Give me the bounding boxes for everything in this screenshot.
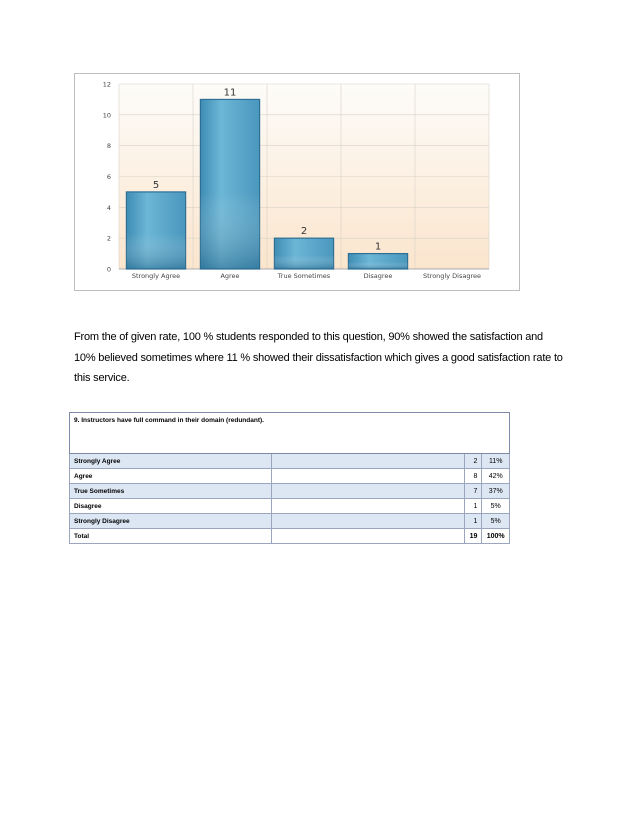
x-category-label: Agree [220, 272, 240, 280]
description-paragraph [74, 327, 563, 389]
survey-results-table [69, 412, 510, 544]
table-row [70, 484, 510, 499]
row-bar-cell [272, 499, 465, 514]
bar-value-label: 1 [374, 241, 382, 253]
y-tick-label: 10 [102, 111, 111, 120]
row-percent: 42% [482, 469, 510, 484]
paragraph-line: this service. [74, 372, 130, 384]
row-count: 8 [465, 469, 482, 484]
row-label: Strongly Agree [70, 454, 272, 469]
row-bar-cell [272, 484, 465, 499]
x-category-label: True Sometimes [277, 272, 331, 280]
bar-value-label: 11 [223, 87, 237, 99]
y-tick-label: 8 [106, 142, 111, 151]
bar-chart [74, 73, 520, 291]
row-count: 1 [465, 499, 482, 514]
row-bar-cell [272, 469, 465, 484]
x-category-label: Strongly Disagree [423, 272, 481, 280]
total-bar-cell [272, 529, 465, 544]
bar-shading [200, 99, 259, 269]
row-bar-cell [272, 454, 465, 469]
row-count: 7 [465, 484, 482, 499]
row-label: Disagree [70, 499, 272, 514]
total-label: Total [70, 529, 272, 544]
table-total-row [70, 529, 510, 544]
table-row [70, 514, 510, 529]
y-tick-label: 2 [106, 234, 111, 243]
total-count: 19 [465, 529, 482, 544]
table-row [70, 469, 510, 484]
x-category-label: Strongly Agree [131, 272, 181, 280]
total-percent: 100% [482, 529, 510, 544]
row-label: Agree [70, 469, 272, 484]
paragraph-line: From the of given rate, 100 % students responded to this question, 90% showed the satisfaction and [74, 331, 543, 343]
y-tick-label: 12 [102, 80, 111, 89]
row-count: 2 [465, 454, 482, 469]
row-percent: 5% [482, 514, 510, 529]
row-label: True Sometimes [70, 484, 272, 499]
bar-value-label: 5 [152, 179, 160, 191]
bar-value-label: 2 [300, 226, 308, 238]
bar-shading [126, 192, 185, 269]
bar-chart-svg [75, 74, 519, 290]
row-percent: 5% [482, 499, 510, 514]
bar-shading [348, 254, 407, 269]
y-tick-label: 4 [106, 203, 111, 212]
question-title: 9. Instructors have full command in their domain (redundant). [70, 413, 510, 454]
row-label: Strongly Disagree [70, 514, 272, 529]
y-tick-label: 6 [106, 173, 111, 181]
row-percent: 37% [482, 484, 510, 499]
x-category-label: Disagree [363, 272, 393, 280]
row-percent: 11% [482, 454, 510, 469]
paragraph-line: 10% believed sometimes where 11 % showed their dissatisfaction which gives a good satisfaction rate to [74, 351, 563, 364]
row-count: 1 [465, 514, 482, 529]
table-row [70, 454, 510, 469]
table-row [70, 499, 510, 514]
y-tick-label: 0 [106, 265, 111, 274]
row-bar-cell [272, 514, 465, 529]
bar-shading [274, 238, 333, 269]
